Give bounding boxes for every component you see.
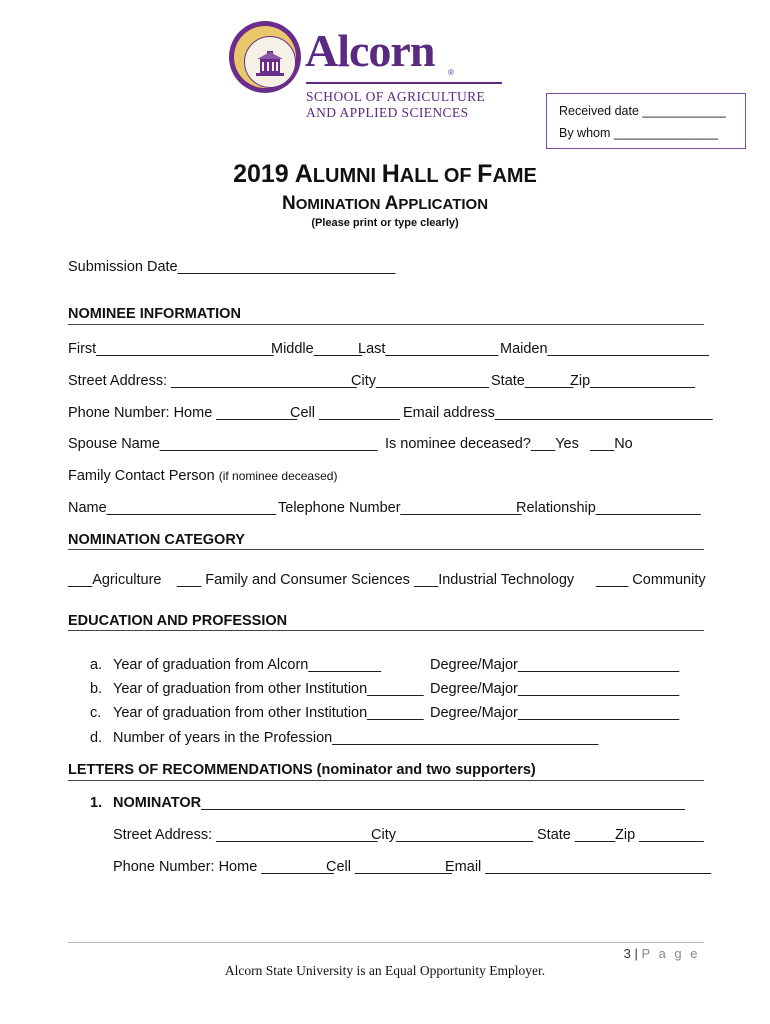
category-family-consumer-option[interactable]: ___ Family and Consumer Sciences <box>177 572 410 588</box>
letters-section-heading: LETTERS OF RECOMMENDATIONS (nominator and two supporters) <box>68 762 536 778</box>
nominator-cell-field[interactable]: Cell ____________ <box>326 859 452 875</box>
spouse-name-field[interactable]: Spouse Name___________________________ <box>68 436 378 452</box>
alcorn-degree-field[interactable]: Degree/Major____________________ <box>430 657 680 673</box>
brand-wordmark: Alcorn <box>305 25 435 76</box>
section-divider <box>68 780 704 781</box>
brand-divider <box>306 82 502 84</box>
cell-phone-field[interactable]: Cell __________ <box>290 405 400 421</box>
registered-mark: ® <box>448 68 454 77</box>
category-agriculture-option[interactable]: ___Agriculture <box>68 572 162 588</box>
maiden-name-field[interactable]: Maiden____________________ <box>500 341 709 357</box>
list-marker: d. <box>90 730 103 746</box>
submission-date-field[interactable]: Submission Date___________________________ <box>68 259 396 275</box>
home-phone-field[interactable]: Phone Number: Home __________ <box>68 405 297 421</box>
school-name-line2: AND APPLIED SCIENCES <box>306 105 469 120</box>
by-whom-field[interactable]: By whom _______________ <box>559 126 719 140</box>
middle-name-field[interactable]: Middle______ <box>271 341 363 357</box>
nominator-email-field[interactable]: Email ____________________________ <box>445 859 712 875</box>
office-use-box <box>546 93 746 149</box>
category-section-heading: NOMINATION CATEGORY <box>68 532 245 548</box>
university-seal-logo <box>229 21 301 93</box>
other-graduation-year-field-2[interactable]: Year of graduation from other Institution_______ <box>113 705 424 721</box>
other-graduation-year-field-1[interactable]: Year of graduation from other Institution_______ <box>113 681 424 697</box>
email-field[interactable]: Email address___________________________ <box>403 405 713 421</box>
form-title: 2019 ALUMNI HALL OF FAME <box>233 160 537 188</box>
received-date-field[interactable]: Received date ____________ <box>559 104 726 118</box>
education-section-heading: EDUCATION AND PROFESSION <box>68 613 288 629</box>
equal-opportunity-footer: Alcorn State University is an Equal Opportunity Employer. <box>224 963 546 978</box>
nominator-state-field[interactable]: State _____ <box>537 827 616 843</box>
category-industrial-option[interactable]: ___Industrial Technology <box>414 572 575 588</box>
page-number: 3 | P a g e <box>623 946 700 961</box>
other-degree-field-1[interactable]: Degree/Major____________________ <box>430 681 680 697</box>
section-divider <box>68 549 704 550</box>
category-community-option[interactable]: ____ Community <box>596 572 706 588</box>
nominator-street-field[interactable]: Street Address: ____________________ <box>113 827 378 843</box>
alcorn-graduation-year-field[interactable]: Year of graduation from Alcorn_________ <box>113 657 381 673</box>
contact-telephone-field[interactable]: Telephone Number_______________ <box>278 500 522 516</box>
nominee-section-heading: NOMINEE INFORMATION <box>68 306 241 322</box>
section-divider <box>68 324 704 325</box>
list-marker: b. <box>90 681 103 697</box>
school-name-line1: SCHOOL OF AGRICULTURE <box>306 89 486 104</box>
list-marker: 1. <box>90 795 103 811</box>
city-field[interactable]: City______________ <box>351 373 489 389</box>
contact-relationship-field[interactable]: Relationship_____________ <box>516 500 701 516</box>
first-name-field[interactable]: First______________________ <box>68 341 274 357</box>
last-name-field[interactable]: Last______________ <box>358 341 499 357</box>
nominator-city-field[interactable]: City_________________ <box>371 827 534 843</box>
family-contact-label: Family Contact Person (if nominee deceased) <box>68 468 338 484</box>
form-subtitle: NOMINATION APPLICATION <box>281 193 489 214</box>
zip-field[interactable]: Zip_____________ <box>570 373 695 389</box>
street-address-field[interactable]: Street Address: _______________________ <box>68 373 357 389</box>
contact-name-field[interactable]: Name_____________________ <box>68 500 277 516</box>
nominator-home-phone-field[interactable]: Phone Number: Home _________ <box>113 859 334 875</box>
section-divider <box>68 630 704 631</box>
print-instruction: (Please print or type clearly) <box>311 217 459 229</box>
nominator-zip-field[interactable]: Zip ________ <box>615 827 704 843</box>
other-degree-field-2[interactable]: Degree/Major____________________ <box>430 705 680 721</box>
deceased-question: Is nominee deceased? <box>385 436 531 452</box>
list-marker: c. <box>90 705 102 721</box>
deceased-yes-option[interactable]: ___Yes <box>531 436 579 452</box>
nominator-field[interactable]: NOMINATOR____________________________________________________________ <box>113 795 685 811</box>
list-marker: a. <box>90 657 103 673</box>
deceased-no-option[interactable]: ___No <box>590 436 633 452</box>
years-in-profession-field[interactable]: Number of years in the Profession_________________________________ <box>113 730 599 746</box>
footer-divider <box>68 942 704 943</box>
state-field[interactable]: State______ <box>491 373 574 389</box>
